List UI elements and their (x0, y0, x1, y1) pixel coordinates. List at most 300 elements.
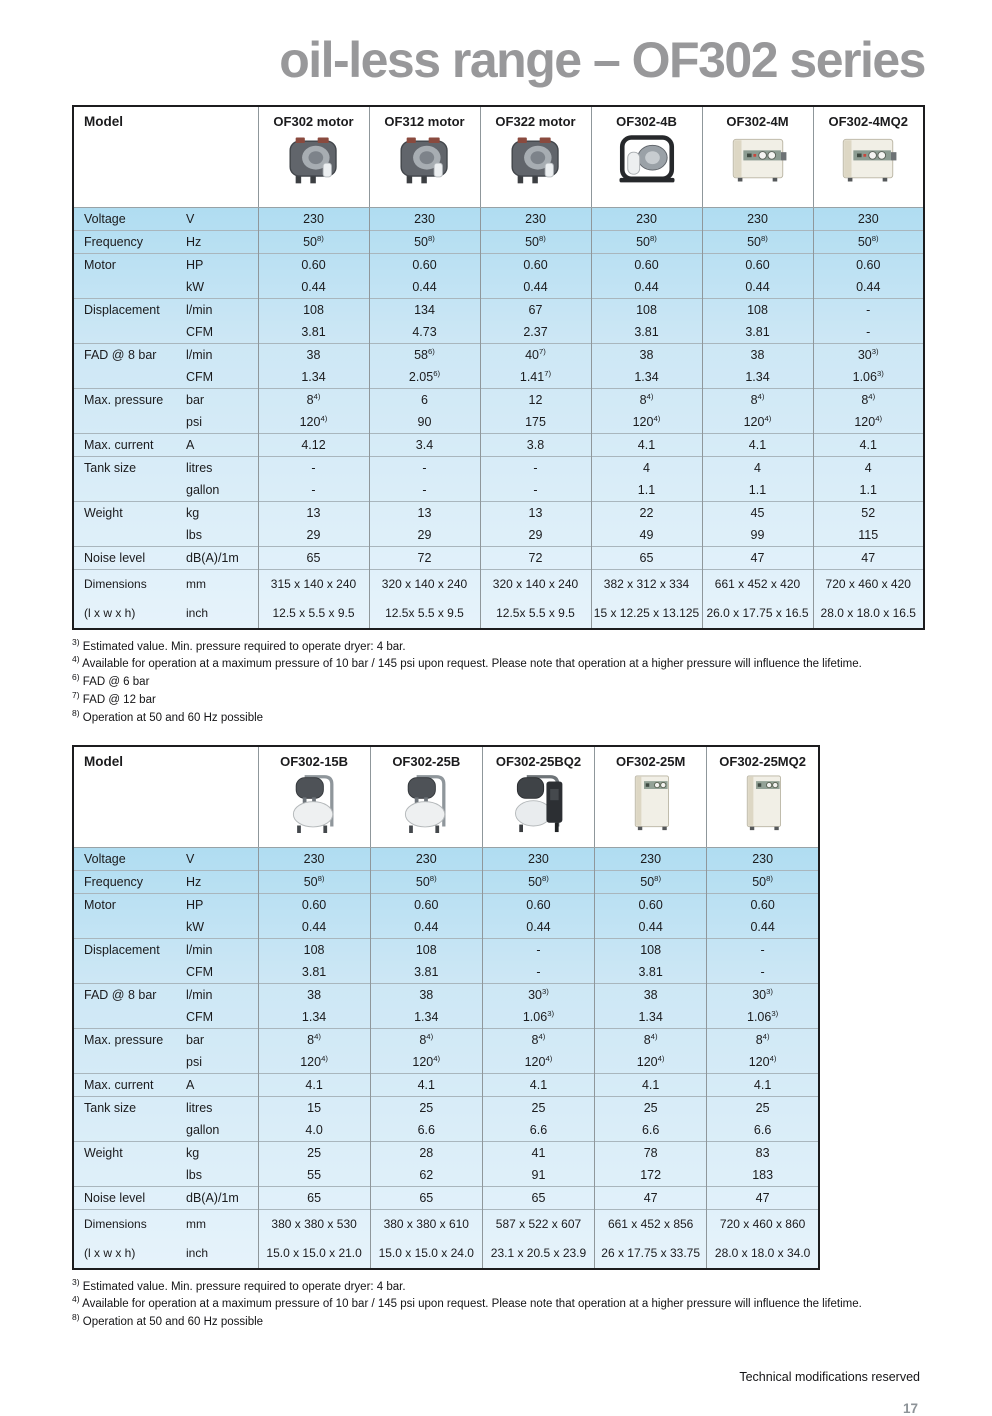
row-unit: HP (186, 893, 258, 916)
value-cell: 120$^{4)}$ (702, 411, 813, 434)
value-cell: 49 (591, 524, 702, 547)
spec-row (73, 938, 819, 961)
value-cell: 108 (702, 298, 813, 321)
value-cell: 0.60 (482, 893, 594, 916)
value-cell: - (482, 938, 594, 961)
value-cell: 12.5x 5.5 x 9.5 (480, 599, 591, 629)
value-cell: 6.6 (595, 1119, 707, 1142)
spec-row (73, 1186, 819, 1209)
value-cell: 4.0 (258, 1119, 370, 1142)
value-cell: 0.44 (813, 276, 924, 299)
row-label: Max. pressure (73, 1028, 186, 1051)
value-cell: 1.34 (702, 366, 813, 389)
model-name: OF302-25M (615, 753, 686, 769)
row-label (73, 479, 186, 502)
value-cell: 0.60 (813, 253, 924, 276)
compressor-motor-photo (502, 132, 570, 187)
value-cell: 30$^{3)}$ (707, 983, 819, 1006)
value-cell: 3.81 (370, 961, 482, 984)
value-cell: 1.1 (591, 479, 702, 502)
value-cell: 50$^{8)}$ (591, 230, 702, 253)
value-cell: 120$^{4)}$ (482, 1051, 594, 1074)
value-cell: 108 (370, 938, 482, 961)
spec-row (73, 1096, 819, 1119)
row-label: FAD @ 8 bar (73, 343, 186, 366)
value-cell: 15.0 x 15.0 x 21.0 (258, 1239, 370, 1269)
row-label: Frequency (73, 870, 186, 893)
row-label (73, 1006, 186, 1029)
value-cell: 38 (370, 983, 482, 1006)
value-cell: 4.1 (595, 1073, 707, 1096)
spec-row (73, 546, 924, 569)
value-cell: 172 (595, 1164, 707, 1187)
spec-row (73, 1028, 819, 1051)
value-cell: 230 (702, 207, 813, 230)
value-cell: 65 (370, 1186, 482, 1209)
value-cell: - (707, 938, 819, 961)
value-cell: 1.34 (370, 1006, 482, 1029)
row-label: Noise level (73, 546, 186, 569)
row-unit: l/min (186, 983, 258, 1006)
value-cell: 50$^{8)}$ (370, 870, 482, 893)
model-column-header (702, 106, 813, 208)
spec-row (73, 501, 924, 524)
value-cell: 2.37 (480, 321, 591, 344)
value-cell: 1.34 (258, 1006, 370, 1029)
value-cell: 50$^{8)}$ (482, 870, 594, 893)
value-cell: 720 x 460 x 860 (707, 1209, 819, 1239)
row-label: Frequency (73, 230, 186, 253)
row-unit: HP (186, 253, 258, 276)
model-column-header (707, 746, 819, 848)
value-cell: 6 (369, 388, 480, 411)
row-unit: psi (186, 414, 202, 429)
product-photo (815, 132, 923, 190)
spec-row (73, 893, 819, 916)
product-photo (593, 132, 701, 190)
product-photo (708, 772, 817, 837)
value-cell: 108 (258, 938, 370, 961)
footnote-item: $^{3)}$ Estimated value. Min. pressure required to operate dryer: 4 bar. (72, 1276, 406, 1293)
spec-row (73, 343, 924, 366)
model-name: OF302-15B (280, 753, 349, 769)
value-cell: 83 (707, 1141, 819, 1164)
value-cell: 50$^{8)}$ (595, 870, 707, 893)
model-name: OF302-4B (616, 113, 677, 129)
value-cell: 29 (480, 524, 591, 547)
value-cell: 55 (258, 1164, 370, 1187)
value-cell: 120$^{4)}$ (595, 1051, 707, 1074)
value-cell: 29 (369, 524, 480, 547)
value-cell: 28.0 x 18.0 x 16.5 (813, 599, 924, 629)
value-cell: 26.0 x 17.75 x 16.5 (702, 599, 813, 629)
spec-table-1-section (72, 105, 992, 630)
product-photo (371, 132, 479, 190)
row-label: Max. pressure (73, 388, 186, 411)
value-cell: 315 x 140 x 240 (258, 569, 369, 599)
value-cell: 0.44 (591, 276, 702, 299)
spec-row (73, 524, 924, 547)
value-cell: 4.1 (813, 433, 924, 456)
value-cell: 47 (707, 1186, 819, 1209)
row-label: Max. current (73, 433, 186, 456)
value-cell: 26 x 17.75 x 33.75 (595, 1239, 707, 1269)
row-label (73, 524, 186, 547)
value-cell: 47 (813, 546, 924, 569)
value-cell: 3.81 (595, 961, 707, 984)
value-cell: 230 (813, 207, 924, 230)
value-cell: 50$^{8)}$ (480, 230, 591, 253)
value-cell: 0.60 (707, 893, 819, 916)
value-cell: 6.6 (707, 1119, 819, 1142)
row-unit: A (186, 433, 258, 456)
row-unit: kg (186, 501, 258, 524)
row-unit: dB(A)/1m (186, 1186, 258, 1209)
model-name: OF302-25B (392, 753, 461, 769)
footnotes-table-1 (72, 636, 928, 728)
product-photo (482, 132, 590, 190)
spec-row (73, 1119, 819, 1142)
value-cell: - (258, 479, 369, 502)
value-cell: 38 (702, 343, 813, 366)
value-cell: 25 (707, 1096, 819, 1119)
spec-table-2 (72, 745, 820, 1270)
value-cell: 50$^{8)}$ (258, 870, 370, 893)
value-cell: 3.8 (480, 433, 591, 456)
value-cell: 4 (591, 456, 702, 479)
row-unit: litres (186, 456, 258, 479)
row-unit: CFM (186, 1009, 214, 1024)
value-cell: 0.60 (369, 253, 480, 276)
value-cell: 65 (591, 546, 702, 569)
model-column-header (370, 746, 482, 848)
model-column-header (813, 106, 924, 208)
value-cell: 382 x 312 x 334 (591, 569, 702, 599)
model-column-header (482, 746, 594, 848)
value-cell: 134 (369, 298, 480, 321)
value-cell: 12.5x 5.5 x 9.5 (369, 599, 480, 629)
value-cell: 12 (480, 388, 591, 411)
value-cell: 1.06$^{3)}$ (482, 1006, 594, 1029)
spec-row (73, 569, 924, 599)
value-cell: 40$^{7)}$ (480, 343, 591, 366)
spec-row (73, 388, 924, 411)
spec-row (73, 230, 924, 253)
value-cell: 8$^{4)}$ (482, 1028, 594, 1051)
model-name: OF302-25MQ2 (719, 753, 806, 769)
value-cell: 120$^{4)}$ (258, 1051, 370, 1074)
value-cell: 320 x 140 x 240 (369, 569, 480, 599)
product-photo (596, 772, 705, 837)
row-unit: mm (186, 1209, 258, 1239)
spec-row (73, 1051, 819, 1074)
row-unit: inch (186, 1246, 209, 1261)
value-cell: 320 x 140 x 240 (480, 569, 591, 599)
value-cell: 25 (595, 1096, 707, 1119)
spec-row (73, 456, 924, 479)
product-photo (372, 772, 481, 837)
value-cell: 25 (482, 1096, 594, 1119)
spec-row (73, 599, 924, 629)
value-cell: - (369, 456, 480, 479)
row-unit: dB(A)/1m (186, 546, 258, 569)
row-label: Voltage (73, 847, 186, 870)
value-cell: 15 (258, 1096, 370, 1119)
value-cell: 380 x 380 x 610 (370, 1209, 482, 1239)
value-cell: 38 (591, 343, 702, 366)
row-label: Dimensions (73, 569, 186, 599)
value-cell: 6.6 (370, 1119, 482, 1142)
value-cell: 4.1 (482, 1073, 594, 1096)
spec-row (73, 983, 819, 1006)
value-cell: 99 (702, 524, 813, 547)
row-label (73, 321, 186, 344)
row-unit: kW (186, 919, 205, 934)
row-unit: kg (186, 1141, 258, 1164)
product-photo (260, 132, 368, 190)
cabinet-compressor-photo (724, 132, 792, 187)
value-cell: - (813, 321, 924, 344)
row-unit: lbs (186, 1167, 202, 1182)
value-cell: 175 (480, 411, 591, 434)
spec-row (73, 321, 924, 344)
row-unit: l/min (186, 298, 258, 321)
value-cell: 12.5 x 5.5 x 9.5 (258, 599, 369, 629)
value-cell: 0.60 (591, 253, 702, 276)
value-cell: 8$^{4)}$ (595, 1028, 707, 1051)
value-cell: - (480, 479, 591, 502)
value-cell: 4.1 (258, 1073, 370, 1096)
row-label (73, 276, 186, 299)
value-cell: 38 (258, 983, 370, 1006)
value-cell: - (707, 961, 819, 984)
footnote-item: $^{8)}$ Operation at 50 and 60 Hz possible (72, 707, 264, 724)
value-cell: 120$^{4)}$ (258, 411, 369, 434)
spec-row (73, 1164, 819, 1187)
footnotes-table-2 (72, 1276, 928, 1332)
value-cell: 3.81 (591, 321, 702, 344)
spec-row (73, 870, 819, 893)
value-cell: 108 (591, 298, 702, 321)
spec-row (73, 1006, 819, 1029)
value-cell: 78 (595, 1141, 707, 1164)
value-cell: 0.44 (482, 916, 594, 939)
spec-row (73, 961, 819, 984)
row-unit: V (186, 207, 258, 230)
footnote-item: $^{3)}$ Estimated value. Min. pressure required to operate dryer: 4 bar. (72, 636, 406, 653)
value-cell: - (258, 456, 369, 479)
value-cell: 45 (702, 501, 813, 524)
page-title: oil-less range – OF302 series (279, 32, 925, 88)
value-cell: 120$^{4)}$ (591, 411, 702, 434)
model-name: OF312 motor (384, 113, 465, 129)
row-unit: litres (186, 1096, 258, 1119)
row-unit: inch (186, 606, 209, 620)
value-cell: 4 (702, 456, 813, 479)
value-cell: 1.06$^{3)}$ (813, 366, 924, 389)
product-photo (484, 772, 593, 837)
value-cell: 50$^{8)}$ (702, 230, 813, 253)
spec-row (73, 916, 819, 939)
compressor-motor-photo (391, 132, 459, 187)
value-cell: 3.4 (369, 433, 480, 456)
row-unit: CFM (186, 964, 214, 979)
row-label: Motor (73, 253, 186, 276)
value-cell: 120$^{4)}$ (707, 1051, 819, 1074)
row-label: Motor (73, 893, 186, 916)
model-name: OF302-4M (726, 113, 789, 129)
model-column-header (595, 746, 707, 848)
model-header-label: Model (73, 106, 258, 208)
value-cell: 1.06$^{3)}$ (707, 1006, 819, 1029)
footnote-item: $^{4)}$ Available for operation at a maximum pressure of 10 bar / 145 psi upon request. Please note that operation at a higher pressure will influence the lifetime. (72, 654, 862, 671)
row-unit: A (186, 1073, 258, 1096)
spec-row (73, 298, 924, 321)
value-cell: 8$^{4)}$ (702, 388, 813, 411)
model-name: OF322 motor (495, 113, 576, 129)
value-cell: 1.1 (813, 479, 924, 502)
row-label: Noise level (73, 1186, 186, 1209)
value-cell: 15 x 12.25 x 13.125 (591, 599, 702, 629)
spec-row (73, 1239, 819, 1269)
row-label: Weight (73, 501, 186, 524)
row-unit: psi (186, 1054, 202, 1069)
value-cell: 0.44 (707, 916, 819, 939)
value-cell: 230 (707, 847, 819, 870)
product-photo (260, 772, 369, 837)
value-cell: 52 (813, 501, 924, 524)
spec-row (73, 1209, 819, 1239)
model-column-header (591, 106, 702, 208)
value-cell: 0.44 (480, 276, 591, 299)
value-cell: 0.44 (258, 916, 370, 939)
value-cell: 4 (813, 456, 924, 479)
row-label: (l x w x h) (84, 1246, 136, 1261)
value-cell: - (480, 456, 591, 479)
model-name: OF302-4MQ2 (828, 113, 908, 129)
row-label (73, 1164, 186, 1187)
row-label: Displacement (73, 298, 186, 321)
value-cell: 4.1 (707, 1073, 819, 1096)
row-label: Displacement (73, 938, 186, 961)
row-unit: Hz (186, 230, 258, 253)
spec-row (73, 479, 924, 502)
spec-table-1 (72, 105, 925, 630)
value-cell: - (813, 298, 924, 321)
frame-compressor-photo (613, 132, 681, 187)
value-cell: 0.60 (370, 893, 482, 916)
value-cell: 72 (480, 546, 591, 569)
value-cell: 1.34 (595, 1006, 707, 1029)
model-name: OF302-25BQ2 (495, 753, 582, 769)
compressor-motor-photo (280, 132, 348, 187)
spec-row (73, 207, 924, 230)
value-cell: 1.41$^{7)}$ (480, 366, 591, 389)
value-cell: 230 (258, 207, 369, 230)
value-cell: 8$^{4)}$ (258, 1028, 370, 1051)
value-cell: 8$^{4)}$ (258, 388, 369, 411)
value-cell: 13 (480, 501, 591, 524)
value-cell: 120$^{4)}$ (370, 1051, 482, 1074)
spec-table-2-section (72, 745, 992, 1270)
value-cell: 8$^{4)}$ (707, 1028, 819, 1051)
value-cell: 50$^{8)}$ (813, 230, 924, 253)
value-cell: 587 x 522 x 607 (482, 1209, 594, 1239)
row-label (73, 366, 186, 389)
footnote-item: $^{4)}$ Available for operation at a maximum pressure of 10 bar / 145 psi upon request. Please note that operation at a higher pressure will influence the lifetime. (72, 1294, 862, 1311)
tank-compressor-photo (284, 772, 344, 834)
row-label: (l x w x h) (84, 606, 136, 620)
value-cell: 28 (370, 1141, 482, 1164)
value-cell: 230 (595, 847, 707, 870)
value-cell: 4.1 (702, 433, 813, 456)
value-cell: - (482, 961, 594, 984)
value-cell: 30$^{3)}$ (813, 343, 924, 366)
value-cell: 72 (369, 546, 480, 569)
value-cell: 8$^{4)}$ (370, 1028, 482, 1051)
value-cell: 41 (482, 1141, 594, 1164)
value-cell: 0.60 (702, 253, 813, 276)
value-cell: 23.1 x 20.5 x 23.9 (482, 1239, 594, 1269)
model-column-header (480, 106, 591, 208)
row-label: Tank size (73, 1096, 186, 1119)
spec-row (73, 276, 924, 299)
row-unit: bar (186, 1028, 258, 1051)
value-cell: 4.1 (591, 433, 702, 456)
model-column-header (258, 746, 370, 848)
value-cell: 47 (702, 546, 813, 569)
row-unit: bar (186, 388, 258, 411)
value-cell: 28.0 x 18.0 x 34.0 (707, 1239, 819, 1269)
value-cell: 1.34 (258, 366, 369, 389)
value-cell: 3.81 (258, 321, 369, 344)
value-cell: 8$^{4)}$ (591, 388, 702, 411)
tank-silencer-compressor-photo (508, 772, 568, 834)
value-cell: 13 (369, 501, 480, 524)
row-label: FAD @ 8 bar (73, 983, 186, 1006)
value-cell: 380 x 380 x 530 (258, 1209, 370, 1239)
row-unit: kW (186, 279, 205, 294)
value-cell: 0.44 (369, 276, 480, 299)
value-cell: 30$^{3)}$ (482, 983, 594, 1006)
value-cell: 0.60 (258, 893, 370, 916)
row-unit: V (186, 847, 258, 870)
row-unit: Hz (186, 870, 258, 893)
value-cell: 0.44 (595, 916, 707, 939)
value-cell: 0.60 (480, 253, 591, 276)
model-name: OF302 motor (273, 113, 354, 129)
value-cell: 4.1 (370, 1073, 482, 1096)
value-cell: 25 (370, 1096, 482, 1119)
row-label: Max. current (73, 1073, 186, 1096)
value-cell: 47 (595, 1186, 707, 1209)
page-number: 17 (902, 1401, 918, 1416)
spec-row (73, 411, 924, 434)
spec-row (73, 433, 924, 456)
row-unit: gallon (186, 1122, 220, 1137)
product-photo (704, 132, 812, 190)
value-cell: 1.34 (591, 366, 702, 389)
row-unit: mm (186, 569, 258, 599)
value-cell: 65 (258, 546, 369, 569)
row-unit: l/min (186, 343, 258, 366)
tower-cabinet-compressor-photo (735, 772, 791, 834)
value-cell: 661 x 452 x 420 (702, 569, 813, 599)
value-cell: 38 (258, 343, 369, 366)
row-unit: gallon (186, 482, 220, 497)
model-column-header (258, 106, 369, 208)
value-cell: 661 x 452 x 856 (595, 1209, 707, 1239)
